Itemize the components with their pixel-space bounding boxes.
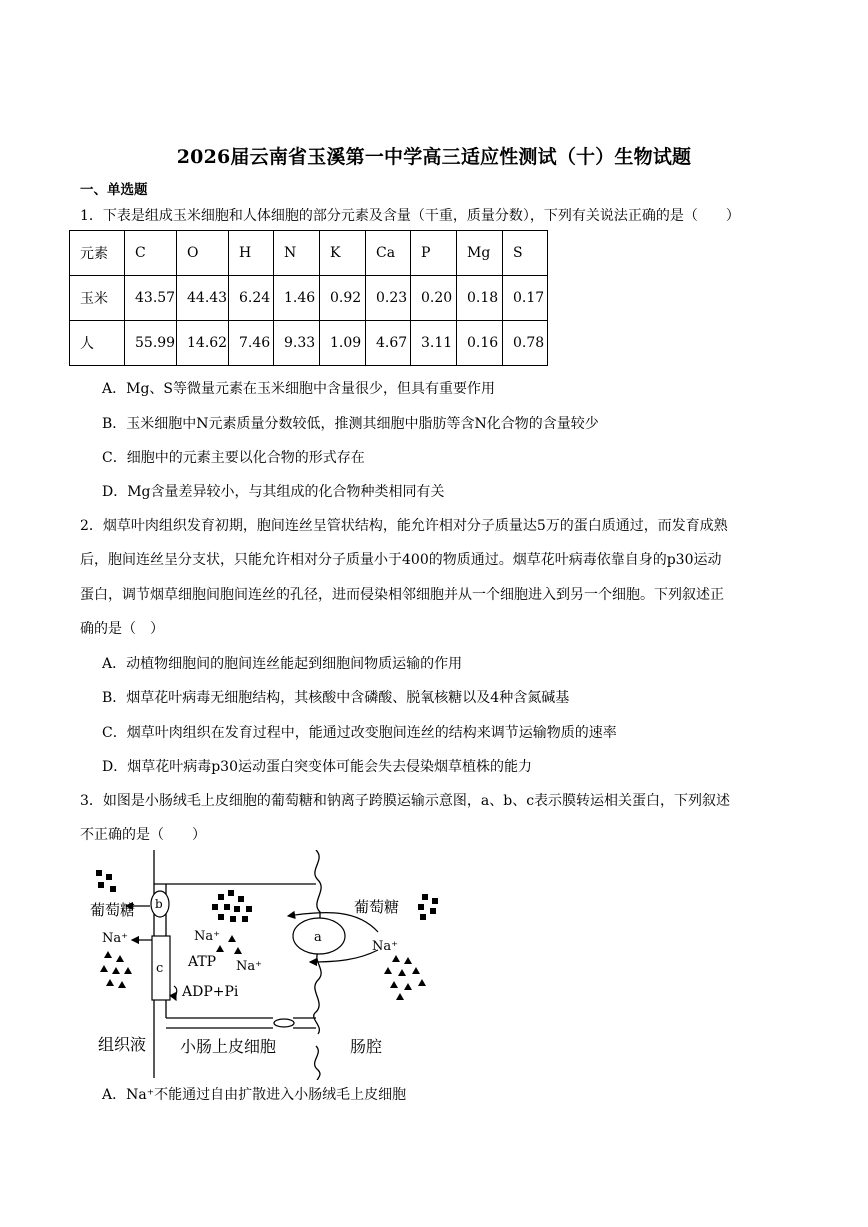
protein-c-label: c <box>156 961 164 976</box>
table-cell: 人 <box>70 321 125 366</box>
tight-junction <box>274 1019 294 1027</box>
protein-b-label: b <box>155 897 163 911</box>
table-cell: 0.92 <box>320 276 366 321</box>
na-label: Na⁺ <box>236 959 262 974</box>
table-row <box>70 276 548 321</box>
q2-option-d: D．烟草花叶病毒p30运动蛋白突变体可能会失去侵染烟草植株的能力 <box>102 759 532 775</box>
table-cell: Mg <box>457 231 503 276</box>
table-cell: 6.24 <box>229 276 274 321</box>
q2-option-b: B．烟草花叶病毒无细胞结构，其核酸中含磷酸、脱氧核糖以及4种含氮碱基 <box>102 690 570 706</box>
table-cell: K <box>320 231 366 276</box>
table-cell: 0.18 <box>457 276 503 321</box>
table-cell: 0.17 <box>503 276 548 321</box>
element-table <box>69 230 548 366</box>
q3-stem-line: 3．如图是小肠绒毛上皮细胞的葡萄糖和钠离子跨膜运输示意图，a、b、c表示膜转运相关蛋白，下列叙述 <box>80 793 731 809</box>
table-cell: 0.20 <box>411 276 457 321</box>
table-cell: O <box>177 231 229 276</box>
table-cell: S <box>503 231 548 276</box>
q2-option-a: A．动植物细胞间的胞间连丝能起到细胞间物质运输的作用 <box>102 656 463 672</box>
table-cell: 0.16 <box>457 321 503 366</box>
table-cell: 44.43 <box>177 276 229 321</box>
q2-stem-line: 确的是（ ） <box>80 621 164 637</box>
q1-option-d: D．Mg含量差异较小，与其组成的化合物种类相同有关 <box>102 484 445 500</box>
q1-option-a: A．Mg、S等微量元素在玉米细胞中含量很少，但具有重要作用 <box>102 381 495 397</box>
section-heading: 一、单选题 <box>80 182 148 198</box>
q3-option-a: A．Na⁺不能通过自由扩散进入小肠绒毛上皮细胞 <box>102 1087 407 1103</box>
q3-stem-line: 不正确的是（ ） <box>80 827 206 843</box>
table-cell: 4.67 <box>366 321 411 366</box>
table-cell: H <box>229 231 274 276</box>
q1-option-c: C．细胞中的元素主要以化合物的形式存在 <box>102 450 365 466</box>
table-cell: 3.11 <box>411 321 457 366</box>
region-tissue-fluid: 组织液 <box>98 1035 147 1054</box>
region-intestinal-lumen: 肠腔 <box>350 1037 383 1056</box>
glucose-label-left: 葡萄糖 <box>90 901 136 919</box>
na-label: Na⁺ <box>194 929 220 944</box>
q2-stem-line: 蛋白，调节烟草细胞间胞间连丝的孔径，进而侵染相邻细胞并从一个细胞进入到另一个细胞。下列叙述正 <box>80 587 724 603</box>
q1-stem: 1．下表是组成玉米细胞和人体细胞的部分元素及含量（干重，质量分数），下列有关说法正确的是（ ） <box>80 208 740 224</box>
atp-label: ATP <box>188 954 217 970</box>
table-cell: N <box>274 231 320 276</box>
table-cell: 14.62 <box>177 321 229 366</box>
table-cell: 7.46 <box>229 321 274 366</box>
q1-option-b: B．玉米细胞中N元素质量分数较低，推测其细胞中脂肪等含N化合物的含量较少 <box>102 416 599 432</box>
adp-label: ADP+Pi <box>182 984 239 1000</box>
na-label: Na⁺ <box>102 931 128 946</box>
table-cell: 1.46 <box>274 276 320 321</box>
table-cell: 43.57 <box>125 276 177 321</box>
table-cell: Ca <box>366 231 411 276</box>
table-cell: 9.33 <box>274 321 320 366</box>
transport-diagram <box>88 850 448 1080</box>
q2-stem-line: 后，胞间连丝呈分支状，只能允许相对分子质量小于400的物质通过。烟草花叶病毒依靠自身的p30运动 <box>80 552 722 568</box>
na-label: Na⁺ <box>372 939 398 954</box>
table-cell: 55.99 <box>125 321 177 366</box>
page-title: 2026届云南省玉溪第一中学高三适应性测试（十）生物试题 <box>176 146 692 168</box>
q2-option-c: C．烟草叶肉组织在发育过程中，能通过改变胞间连丝的结构来调节运输物质的速率 <box>102 725 617 741</box>
table-cell: C <box>125 231 177 276</box>
table-row <box>70 321 548 366</box>
table-cell: 玉米 <box>70 276 125 321</box>
table-cell: 1.09 <box>320 321 366 366</box>
table-cell: 元素 <box>70 231 125 276</box>
glucose-label-right: 葡萄糖 <box>354 898 400 916</box>
table-cell: 0.23 <box>366 276 411 321</box>
q2-stem-line: 2．烟草叶肉组织发育初期，胞间连丝呈管状结构，能允许相对分子质量达5万的蛋白质通过，而发育成熟 <box>80 518 728 534</box>
table-row <box>70 231 548 276</box>
table-cell: P <box>411 231 457 276</box>
table-cell: 0.78 <box>503 321 548 366</box>
region-epithelial-cell: 小肠上皮细胞 <box>180 1037 277 1056</box>
protein-a-label: a <box>314 930 322 945</box>
